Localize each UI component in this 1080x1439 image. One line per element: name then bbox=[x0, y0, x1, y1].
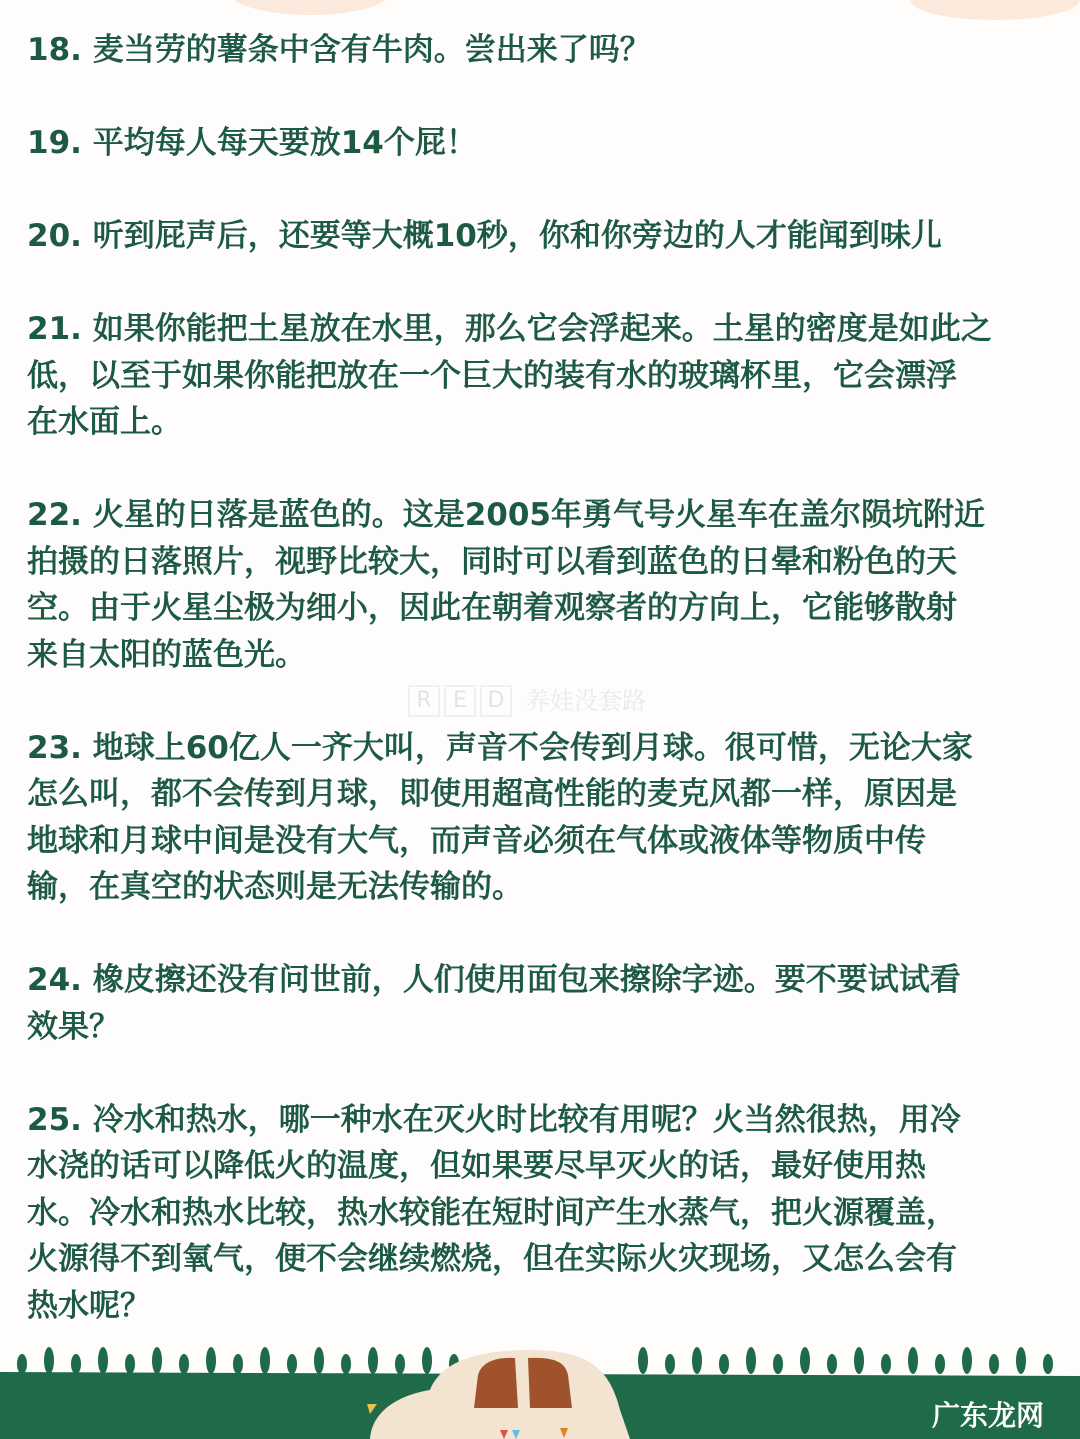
tree bbox=[206, 1347, 216, 1374]
tree bbox=[773, 1354, 783, 1374]
tree bbox=[908, 1347, 918, 1374]
tree bbox=[746, 1347, 756, 1374]
tree bbox=[341, 1354, 351, 1374]
landscape-illustration bbox=[0, 1330, 1080, 1439]
decorative-blob bbox=[230, 0, 390, 15]
fact-line: 在水面上。 bbox=[27, 404, 182, 440]
fact-line: 25. 冷水和热水，哪一种水在灭火时比较有用呢？火当然很热，用冷 bbox=[27, 1101, 961, 1138]
tree bbox=[98, 1347, 108, 1374]
tree bbox=[71, 1354, 81, 1374]
tree bbox=[692, 1347, 702, 1374]
tree bbox=[827, 1354, 837, 1374]
fact-line: 输，在真空的状态则是无法传输的。 bbox=[27, 869, 523, 905]
fact-line: 18. 麦当劳的薯条中含有牛肉。尝出来了吗？ bbox=[27, 32, 651, 68]
fact-line: 怎么叫，都不会传到月球，即使用超高性能的麦克风都一样，原因是 bbox=[27, 776, 957, 812]
tree bbox=[935, 1354, 945, 1374]
fact-line: 拍摄的日落照片，视野比较大，同时可以看到蓝色的日晕和粉色的天 bbox=[27, 543, 957, 580]
tree bbox=[854, 1347, 864, 1374]
tree bbox=[800, 1347, 810, 1374]
fact-item bbox=[27, 492, 1067, 678]
tree bbox=[233, 1354, 243, 1374]
tree bbox=[368, 1347, 378, 1374]
tree bbox=[1043, 1354, 1053, 1374]
fact-line: 20. 听到屁声后，还要等大概10秒，你和你旁边的人才能闻到味儿 bbox=[27, 218, 942, 254]
fact-item bbox=[27, 27, 1067, 74]
tree bbox=[260, 1347, 270, 1374]
tree bbox=[638, 1347, 648, 1374]
tree bbox=[179, 1354, 189, 1374]
fact-line: 21. 如果你能把土星放在水里，那么它会浮起来。土星的密度是如此之 bbox=[27, 311, 992, 347]
fact-line: 来自太阳的蓝色光。 bbox=[27, 636, 306, 673]
watermark-account: 养娃没套路 bbox=[526, 687, 646, 715]
fact-line: 地球和月球中间是没有大气，而声音必须在气体或液体等物质中传 bbox=[27, 822, 926, 859]
fact-item bbox=[27, 725, 1067, 911]
tree bbox=[881, 1354, 891, 1374]
tree bbox=[17, 1354, 27, 1374]
fact-line: 19. 平均每人每天要放14个屁！ bbox=[27, 125, 477, 161]
tree bbox=[395, 1354, 405, 1374]
tree bbox=[422, 1347, 432, 1374]
tree bbox=[962, 1347, 972, 1374]
watermark-letter: D bbox=[480, 685, 512, 717]
fact-item bbox=[27, 957, 1067, 1050]
fact-line: 23. 地球上60亿人一齐大叫，声音不会传到月球。很可惜，无论大家 bbox=[27, 729, 973, 766]
tree bbox=[665, 1354, 675, 1374]
fact-item bbox=[27, 213, 1067, 260]
watermark-letter: E bbox=[444, 685, 476, 717]
tree bbox=[287, 1354, 297, 1374]
fact-line: 热水呢？ bbox=[27, 1287, 151, 1324]
tree bbox=[719, 1354, 729, 1374]
tree bbox=[314, 1347, 324, 1374]
site-brand-watermark: 广东龙网 bbox=[931, 1399, 1044, 1432]
tree bbox=[125, 1354, 135, 1374]
red-watermark bbox=[408, 684, 646, 718]
fact-line: 水。冷水和热水比较，热水较能在短时间产生水蒸气，把火源覆盖， bbox=[27, 1194, 957, 1231]
fact-item bbox=[27, 1097, 1067, 1330]
tree bbox=[152, 1347, 162, 1374]
decorative-blob bbox=[910, 0, 1080, 20]
fact-line: 22. 火星的日落是蓝色的。这是2005年勇气号火星车在盖尔陨坑附近 bbox=[27, 497, 985, 533]
fact-line: 24. 橡皮擦还没有问世前，人们使用面包来擦除字迹。要不要试试看 bbox=[27, 962, 961, 998]
fact-line: 空。由于火星尘极为细小，因此在朝着观察者的方向上，它能够散射 bbox=[27, 590, 957, 626]
tree bbox=[1016, 1347, 1026, 1374]
fact-item bbox=[27, 306, 1067, 446]
tree bbox=[44, 1347, 54, 1374]
fact-line: 低，以至于如果你能把放在一个巨大的装有水的玻璃杯里，它会漂浮 bbox=[27, 357, 957, 394]
fact-item bbox=[27, 120, 1067, 167]
fact-line: 效果？ bbox=[27, 1008, 120, 1045]
watermark-letter: R bbox=[408, 685, 440, 717]
fact-line: 水浇的话可以降低火的温度，但如果要尽早灭火的话，最好使用热 bbox=[27, 1148, 926, 1184]
fact-line: 火源得不到氧气，便不会继续燃烧，但在实际火灾现场，又怎么会有 bbox=[27, 1241, 957, 1277]
tree bbox=[989, 1354, 999, 1374]
